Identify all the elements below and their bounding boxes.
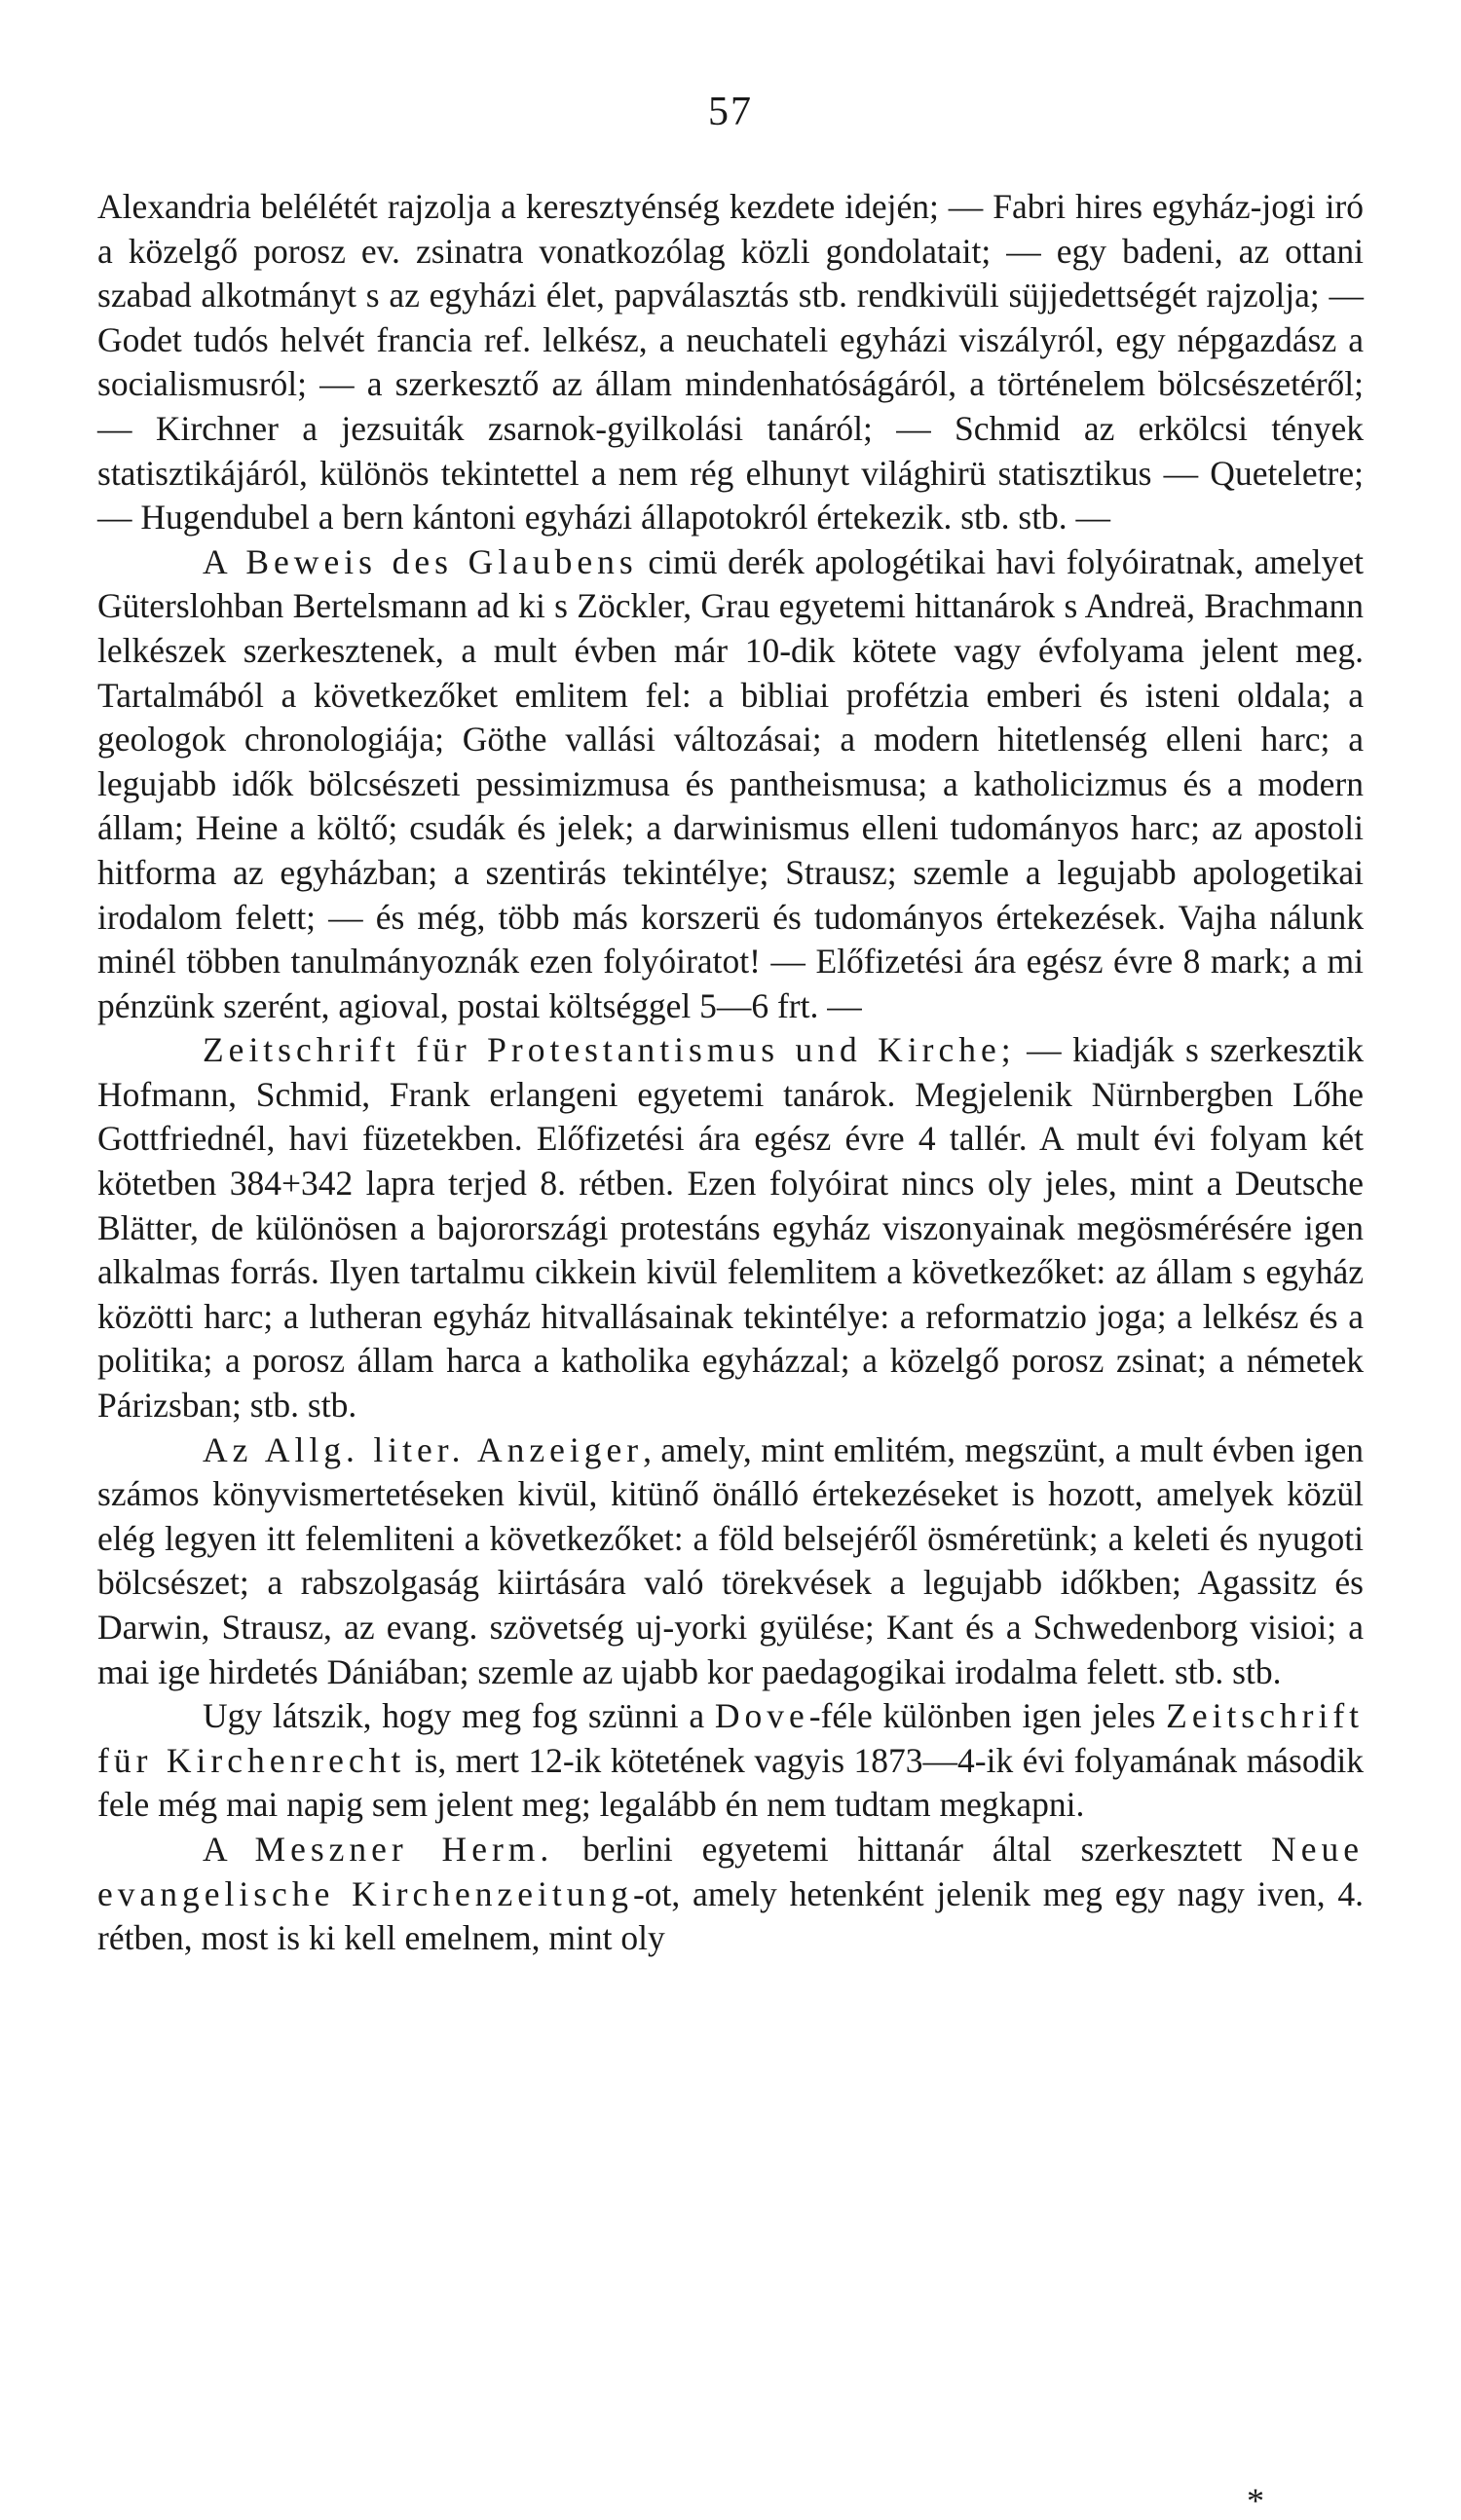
paragraph-text: — kiadják s szerkesztik Hofmann, Schmid, Frank erlangeni egyetemi tanárok. Megjelenik Nürnbergben Lőhe Gottfriednél, havi füzetekben. Előfizetési ára egész évre 4 tallér. A mult évi folyam két kötetben 384+342 lapra terjed 8. rétben. Ezen folyóirat nincs oly jeles, mint a Deutsche Blätter, de különösen a bajorországi protestáns egyház viszonyainak megösmérésére igen alkalmas forrás. Ilyen tartalmu cikkein kivül felemlitem a következőket: az állam s egyház közötti harc; a lutheran egyház hitvallásainak tekintélye: a reformatzio joga; a lelkész és a politika; a porosz állam harca a katholika egyházzal; a közelgő porosz zsinat; a németek Párizsban; stb. stb. [97,1030,1364,1426]
person-name: Meszner Herm. [254,1829,554,1869]
paragraph-text: cimü derék apologétikai havi folyóiratnak, amelyet Güterslohban Bertelsmann ad ki s Zöckler, Grau egyetemi hittanárok s Andreä, Brachmann lelkészek szerkesztenek, a mult évben már 10-dik kötete vagy évfolyama jelent meg. Tartalmából a következőket emlitem fel: a bibliai profétzia emberi és isteni oldala; a geologok chronologiája; Göthe vallási változásai; a modern hitetlenség elleni harc; a legujabb idők bölcsészeti pessimizmusa és pantheismusa; a katholicizmus és a modern állam; Heine a költő; csudák és jelek; a darwinismus elleni tudományos harc; az apostoli hitforma az egyházban; a szentirás tekintélye; Strausz; szemle a legujabb apologetikai irodalom felett; — és még, több más korszerü és tudományos értekezések. Vajha nálunk minél többen tanulmányoznák ezen folyóiratot! — Előfizetési ára egész évre 8 mark; a mi pénzünk szerént, agioval, postai költséggel 5—6 frt. — [97,541,1365,1025]
person-name: Dove [714,1696,809,1736]
paragraph-text: is, mert 12-ik kötetének vagyis 1873—4-ik évi folyamának második fele még mai napig sem jelent meg; legalább én nem tudtam megkapni. [97,1740,1364,1825]
paragraph-text: -ot, amely hetenként jelenik meg egy nagy iven, 4. rétben, most is ki kell emelnem, mint oly [97,1873,1364,1958]
paragraph [97,540,1364,1029]
paragraph-text: Alexandria belélétét rajzolja a keresztyénség kezdete idején; — Fabri hires egyház-jogi iró a közelgő porosz ev. zsinatra vonatkozólag közli gondolatait; — egy badeni, az ottani szabad alkotmányt s az egyházi élet, papválasztás stb. rendkivüli süjjedettségét rajzolja; — Godet tudós helvét francia ref. lelkész, a neuchateli egyházi viszályról, egy népgazdász a socialismusról; — a szerkesztő az állam mindenhatóságáról, a történelem bölcsészetéről; — Kirchner a jezsuiták zsarnok-gyilkolási tanáról; — Schmid az erkölcsi tények statisztikájáról, különös tekintettel a nem rég elhunyt világhirü statisztikus — Queteletre; — Hugendubel a bern kántoni egyházi állapotokról értekezik. stb. stb. — [97,187,1364,537]
journal-title: A Beweis des Glaubens [203,541,638,581]
paragraph-text: , amely, mint emlitém, megszünt, a mult évben igen számos könyvismertetéseken kivül, kitünő önálló értekezéseket is hozott, amelyek közül elég legyen itt felemliteni a következőket: a föld belsejéről ösméretünk; a keleti és nyugoti bölcsészet; a rabszolgaság kiirtására való törekvések a legujabb időkben; Agassitz és Darwin, Strausz, az evang. szövetség uj-yorki gyülése; Kant és a Schwedenborg visioi; a mai ige hirdetés Dániában; szemle az ujabb kor paedagogikai irodalma felett. stb. stb. [97,1429,1365,1691]
journal-title: Az Allg. liter. Anzeiger [203,1429,644,1469]
journal-title: Zeitschrift für Kirchenrecht [97,1696,1364,1780]
text-body [97,185,1364,1961]
journal-title: Zeitschrift für Protestantismus und Kirche; [203,1030,1016,1070]
paragraph-text: berlini egyetemi hittanár által szerkesztett [553,1829,1272,1869]
paragraph [97,1028,1364,1427]
paragraph [97,185,1364,540]
paragraph [97,1828,1364,1961]
paragraph-text: Ugy látszik, hogy meg fog szünni a [203,1696,715,1736]
signature-mark: * [1247,2481,1264,2520]
journal-title: Neue evangelische Kirchenzeitung [97,1829,1364,1913]
paragraph [97,1694,1364,1828]
paragraph-text: -féle különben igen jeles [808,1696,1167,1736]
paragraph [97,1428,1364,1695]
page-number: 57 [708,90,753,134]
paragraph-text: A [203,1829,255,1869]
